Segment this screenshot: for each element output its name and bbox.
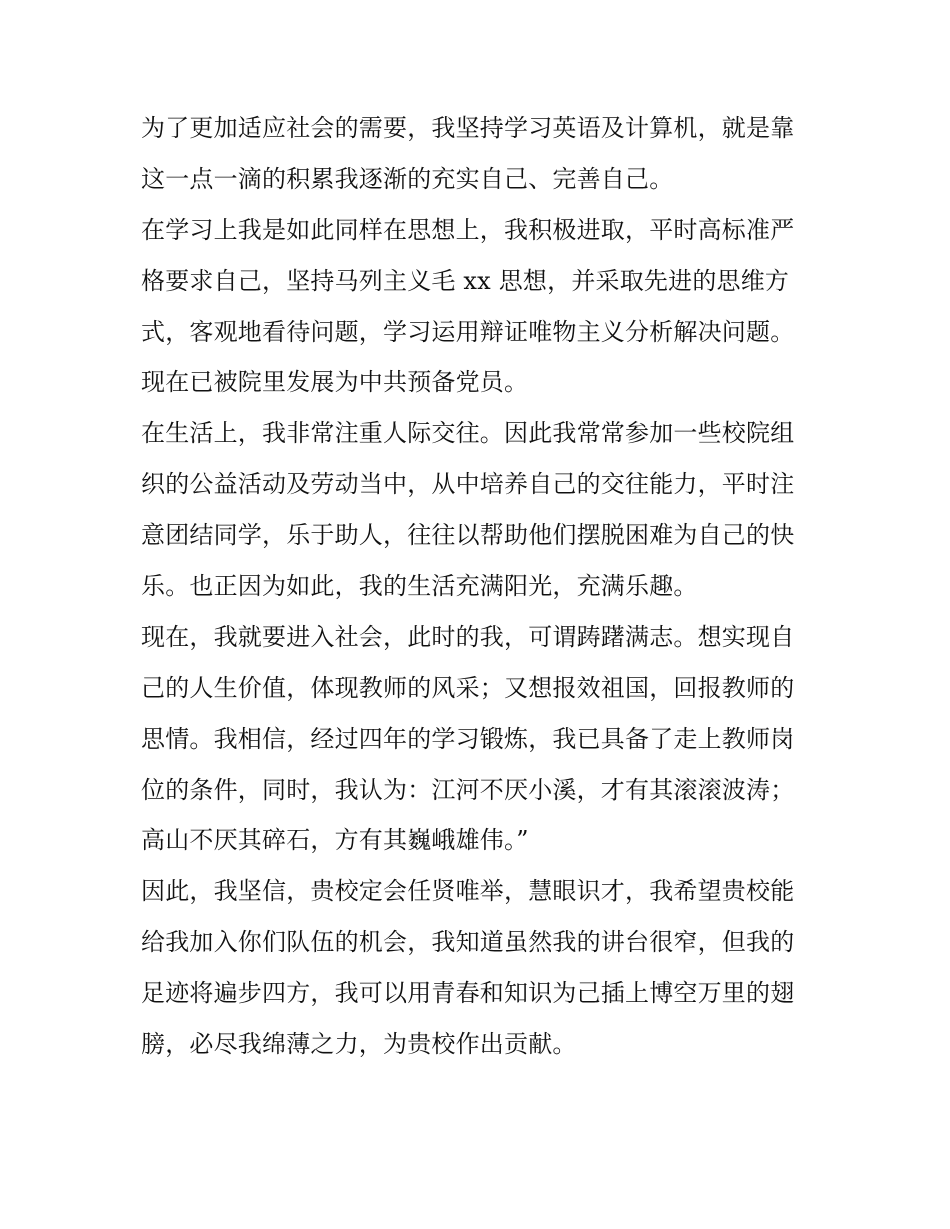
text-line: 格要求自己，坚持马列主义毛 xx 思想，并采取先进的思维方 [141, 266, 790, 295]
paragraph-ambition [141, 612, 821, 866]
text-line: 现在已被院里发展为中共预备党员。 [141, 368, 529, 397]
text-line: 意团结同学，乐于助人，往往以帮助他们摆脱困难为自己的快 [141, 521, 795, 550]
text-line: 在学习上我是如此同样在思想上，我积极进取，平时高标准严 [141, 215, 795, 244]
text-line: 己的人生价值，体现教师的风采；又想报效祖国，回报教师的 [141, 673, 795, 702]
text-line: 式，客观地看待问题，学习运用辩证唯物主义分析解决问题。 [141, 317, 795, 346]
text-line: 因此，我坚信，贵校定会任贤唯举，慧眼识才，我希望贵校能 [141, 877, 795, 906]
body-text [141, 103, 821, 1070]
paragraph-ideology [141, 205, 821, 409]
text-line: 高山不厌其碎石，方有其巍峨雄伟。” [141, 826, 529, 855]
paragraph-life [141, 408, 821, 612]
text-line: 膀，必尽我绵薄之力，为贵校作出贡献。 [141, 1030, 577, 1059]
paragraph-conclusion [141, 866, 821, 1070]
text-line: 在生活上，我非常注重人际交往。因此我常常参加一些校院组 [141, 419, 795, 448]
text-line: 乐。也正因为如此，我的生活充满阳光，充满乐趣。 [141, 572, 698, 601]
text-line: 位的条件，同时，我认为：江河不厌小溪，才有其滚滚波涛； [141, 775, 795, 804]
text-line: 织的公益活动及劳动当中，从中培养自己的交往能力，平时注 [141, 470, 795, 499]
text-line: 现在，我就要进入社会，此时的我，可谓踌躇满志。想实现自 [141, 622, 795, 651]
text-line: 思情。我相信，经过四年的学习锻炼，我已具备了走上教师岗 [141, 724, 795, 753]
paragraph-study-skills [141, 103, 821, 205]
text-line: 足迹将遍步四方，我可以用青春和知识为己插上博空万里的翅 [141, 979, 795, 1008]
text-line: 给我加入你们队伍的机会，我知道虽然我的讲台很窄，但我的 [141, 928, 795, 957]
text-line: 为了更加适应社会的需要，我坚持学习英语及计算机，就是靠 [141, 114, 795, 142]
text-line: 这一点一滴的积累我逐渐的充实自己、完善自己。 [141, 164, 674, 193]
